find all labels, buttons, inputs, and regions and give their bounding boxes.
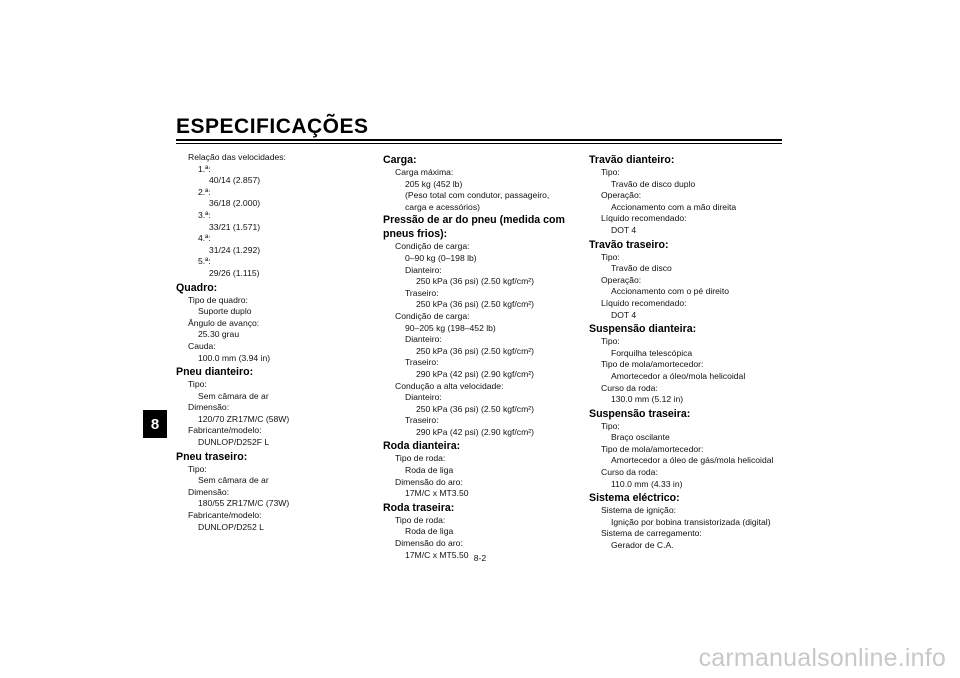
spec-line: 17M/C x MT3.50 (405, 488, 469, 499)
spec-line: (Peso total com condutor, passageiro, (405, 190, 550, 201)
spec-line: 25.30 grau (198, 329, 240, 340)
spec-line: 290 kPa (42 psi) (2.90 kgf/cm²) (416, 368, 534, 379)
section-heading: Suspensão dianteira: (589, 323, 697, 336)
spec-line: 250 kPa (36 psi) (2.50 kgf/cm²) (416, 345, 534, 356)
spec-line: 120/70 ZR17M/C (58W) (198, 413, 290, 424)
spec-line: Sem câmara de ar (198, 390, 269, 401)
spec-line: Relação das velocidades: (188, 152, 286, 162)
spec-line: Tipo de roda: (395, 453, 446, 464)
spec-line: Tipo: (601, 336, 620, 347)
section-heading: Suspensão traseira: (589, 407, 691, 420)
spec-line: Tipo de mola/amortecedor: (601, 443, 704, 454)
spec-line: Líquido recomendado: (601, 297, 687, 308)
spec-line: Tipo de roda: (395, 514, 446, 525)
section-heading: Carga: (383, 154, 417, 166)
spec-line: Sistema de carregamento: (601, 528, 702, 539)
spec-line: Gerador de C.A. (611, 540, 674, 551)
spec-line: Condução a alta velocidade: (395, 380, 504, 391)
spec-line: Operação: (601, 274, 642, 285)
header-rule-thin (176, 143, 782, 144)
watermark: carmanualsonline.info (698, 644, 946, 672)
section-heading: Travão dianteiro: (589, 154, 675, 166)
spec-line: 17M/C x MT5.50 (405, 549, 469, 560)
spec-line: 180/55 ZR17M/C (73W) (198, 498, 290, 509)
spec-line: Ignição por bobina transistorizada (digital) (611, 516, 771, 527)
spec-line: 31/24 (1.292) (209, 244, 261, 255)
spec-line: Operação: (601, 190, 642, 201)
spec-line: 33/21 (1.571) (209, 221, 261, 232)
spec-line: Dianteiro: (405, 264, 442, 275)
spec-column-2 (383, 152, 578, 561)
spec-line: Tipo: (601, 420, 620, 431)
spec-line: Condição de carga: (395, 241, 470, 252)
spec-line: Tipo de quadro: (188, 294, 248, 305)
spec-line: Tipo: (601, 167, 620, 177)
chapter-tab: 8 (143, 410, 167, 438)
spec-line: 40/14 (2.857) (209, 175, 261, 186)
spec-line: Amortecedor a óleo/mola helicoidal (611, 370, 746, 381)
spec-line: Líquido recomendado: (601, 213, 687, 224)
spec-line: Dimensão: (188, 402, 230, 413)
spec-line: Curso da roda: (601, 467, 658, 478)
spec-line: Travão de disco (611, 263, 672, 274)
spec-line: Fabricante/modelo: (188, 425, 262, 436)
spec-line: 110.0 mm (4.33 in) (611, 478, 683, 489)
spec-line: Condição de carga: (395, 310, 470, 321)
spec-line: Tipo: (188, 463, 207, 474)
spec-line: Roda de liga (405, 465, 454, 476)
spec-line: Accionamento com a mão direita (611, 201, 737, 212)
page-title: ESPECIFICAÇÕES (176, 115, 369, 138)
spec-column-1 (176, 152, 366, 533)
spec-line: 5.ª: (198, 256, 211, 267)
spec-line: Braço oscilante (611, 432, 670, 443)
section-heading: pneus frios): (383, 228, 448, 241)
spec-line: 130.0 mm (5.12 in) (611, 394, 684, 405)
spec-line: Fabricante/modelo: (188, 510, 262, 521)
spec-line: Accionamento com o pé direito (611, 286, 729, 297)
section-heading: Pressão de ar do pneu (medida com (383, 214, 565, 227)
spec-line: Dimensão do aro: (395, 538, 463, 549)
spec-line: Curso da roda: (601, 382, 658, 393)
spec-column-3 (589, 152, 789, 552)
spec-line: Roda de liga (405, 526, 454, 537)
spec-line: Carga máxima: (395, 167, 454, 177)
spec-line: carga e acessórios) (405, 201, 480, 212)
spec-line: 90–205 kg (198–452 lb) (405, 322, 496, 333)
spec-line: 29/26 (1.115) (209, 267, 260, 278)
spec-line: Tipo: (188, 379, 207, 390)
spec-line: 1.ª: (198, 163, 211, 174)
spec-line: Tipo: (601, 251, 620, 262)
spec-line: 36/18 (2.000) (209, 198, 261, 209)
section-heading: Quadro: (176, 281, 218, 294)
spec-line: Tipo de mola/amortecedor: (601, 359, 704, 370)
spec-line: Dimensão do aro: (395, 476, 463, 487)
spec-line: 4.ª: (198, 233, 211, 244)
header-rule-thick (176, 139, 782, 141)
spec-line: Amortecedor a óleo de gás/mola helicoidal (611, 455, 774, 466)
spec-line: Suporte duplo (198, 306, 252, 317)
section-heading: Travão traseiro: (589, 238, 669, 251)
section-heading: Pneu traseiro: (176, 450, 248, 463)
spec-line: 205 kg (452 lb) (405, 178, 463, 189)
spec-line: Forquilha telescópica (611, 347, 693, 358)
section-heading: Roda dianteira: (383, 440, 461, 453)
spec-line: Cauda: (188, 340, 216, 351)
section-heading: Roda traseira: (383, 501, 455, 514)
spec-line: Ângulo de avanço: (188, 317, 260, 328)
spec-line: 0–90 kg (0–198 lb) (405, 252, 477, 263)
spec-line: 2.ª: (198, 186, 211, 197)
spec-line: Dianteiro: (405, 392, 442, 403)
spec-line: Traseiro: (405, 357, 439, 368)
spec-line: 250 kPa (36 psi) (2.50 kgf/cm²) (416, 299, 534, 310)
spec-line: Dianteiro: (405, 334, 442, 345)
spec-line: 250 kPa (36 psi) (2.50 kgf/cm²) (416, 276, 534, 287)
spec-line: Traseiro: (405, 287, 439, 298)
spec-line: Travão de disco duplo (611, 178, 696, 189)
spec-line: 290 kPa (42 psi) (2.90 kgf/cm²) (416, 426, 534, 437)
spec-line: Sistema de ignição: (601, 505, 676, 516)
spec-line: Dimensão: (188, 486, 230, 497)
spec-line: Traseiro: (405, 415, 439, 426)
spec-line: DOT 4 (611, 224, 637, 235)
spec-line: DUNLOP/D252 L (198, 521, 264, 532)
spec-line: 100.0 mm (3.94 in) (198, 352, 271, 363)
spec-line: DOT 4 (611, 309, 637, 320)
page-number: 8-2 (473, 553, 487, 563)
spec-line: DUNLOP/D252F L (198, 437, 270, 448)
section-heading: Sistema eléctrico: (589, 492, 680, 505)
spec-line: 250 kPa (36 psi) (2.50 kgf/cm²) (416, 403, 534, 414)
spec-line: 3.ª: (198, 209, 211, 220)
spec-line: Sem câmara de ar (198, 475, 269, 486)
section-heading: Pneu dianteiro: (176, 366, 254, 379)
